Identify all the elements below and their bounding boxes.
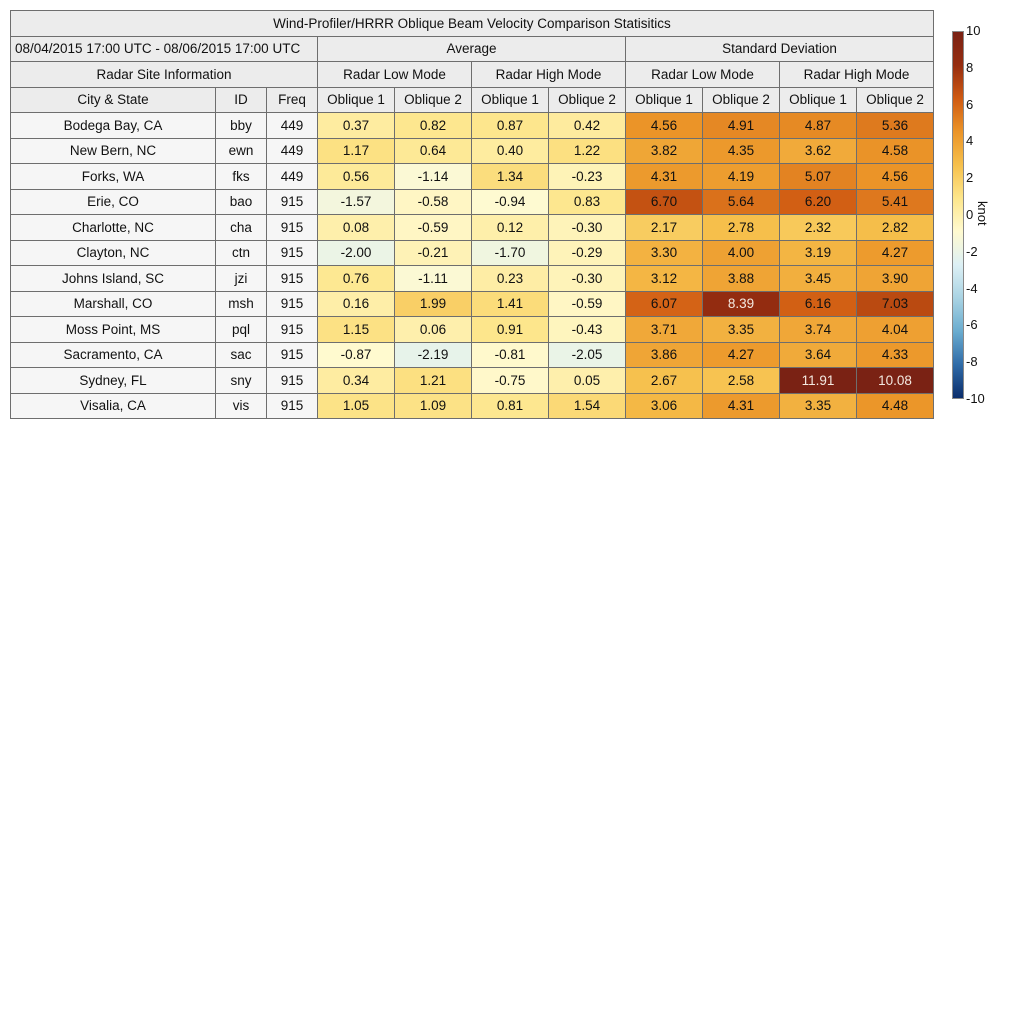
value-cell: 0.34 xyxy=(318,368,395,394)
value-cell: 5.41 xyxy=(857,189,934,215)
value-cell: 4.04 xyxy=(857,317,934,343)
value-cell: 3.35 xyxy=(780,393,857,419)
value-cell: 8.39 xyxy=(703,291,780,317)
value-cell: 0.37 xyxy=(318,113,395,139)
value-cell: 1.34 xyxy=(472,164,549,190)
site-id-cell: bao xyxy=(216,189,267,215)
value-cell: 0.42 xyxy=(549,113,626,139)
value-cell: 2.78 xyxy=(703,215,780,241)
table-row xyxy=(11,317,934,343)
value-cell: 1.54 xyxy=(549,393,626,419)
site-name-cell: Sacramento, CA xyxy=(11,342,216,368)
value-cell: -2.00 xyxy=(318,240,395,266)
value-cell: 0.05 xyxy=(549,368,626,394)
value-cell: 0.56 xyxy=(318,164,395,190)
value-cell: 0.81 xyxy=(472,393,549,419)
colorbar-unit-label: knot xyxy=(975,201,990,226)
site-id-cell: cha xyxy=(216,215,267,241)
table-row xyxy=(11,240,934,266)
value-cell: -1.14 xyxy=(395,164,472,190)
value-cell: 2.82 xyxy=(857,215,934,241)
value-cell: 4.56 xyxy=(626,113,703,139)
avg-high-mode-header: Radar High Mode xyxy=(472,62,626,88)
site-info-header: Radar Site Information xyxy=(11,62,318,88)
value-cell: 10.08 xyxy=(857,368,934,394)
value-cell: 4.00 xyxy=(703,240,780,266)
value-cell: 3.12 xyxy=(626,266,703,292)
value-cell: -0.81 xyxy=(472,342,549,368)
site-id-cell: ewn xyxy=(216,138,267,164)
avg-high-oblique1-header: Oblique 1 xyxy=(472,87,549,113)
value-cell: 4.33 xyxy=(857,342,934,368)
value-cell: 0.16 xyxy=(318,291,395,317)
avg-low-mode-header: Radar Low Mode xyxy=(318,62,472,88)
site-freq-cell: 915 xyxy=(267,189,318,215)
average-group-header: Average xyxy=(318,36,626,62)
table-row xyxy=(11,215,934,241)
colorbar-tick-label: 8 xyxy=(966,59,974,75)
site-name-cell: Erie, CO xyxy=(11,189,216,215)
value-cell: -1.57 xyxy=(318,189,395,215)
value-cell: 0.83 xyxy=(549,189,626,215)
site-name-cell: Clayton, NC xyxy=(11,240,216,266)
avg-low-oblique1-header: Oblique 1 xyxy=(318,87,395,113)
site-name-cell: Bodega Bay, CA xyxy=(11,113,216,139)
value-cell: -0.58 xyxy=(395,189,472,215)
site-freq-cell: 915 xyxy=(267,240,318,266)
value-cell: 4.31 xyxy=(626,164,703,190)
value-cell: 0.23 xyxy=(472,266,549,292)
value-cell: 2.58 xyxy=(703,368,780,394)
std-low-mode-header: Radar Low Mode xyxy=(626,62,780,88)
value-cell: 1.15 xyxy=(318,317,395,343)
site-name-cell: Marshall, CO xyxy=(11,291,216,317)
std-high-oblique2-header: Oblique 2 xyxy=(857,87,934,113)
value-cell: 11.91 xyxy=(780,368,857,394)
site-id-cell: ctn xyxy=(216,240,267,266)
colorbar-tick-label: 2 xyxy=(966,170,974,186)
site-freq-cell: 915 xyxy=(267,291,318,317)
value-cell: -0.23 xyxy=(549,164,626,190)
site-id-cell: fks xyxy=(216,164,267,190)
table-row xyxy=(11,138,934,164)
colorbar-tick-label: 0 xyxy=(966,207,974,222)
site-freq-cell: 915 xyxy=(267,215,318,241)
value-cell: 2.67 xyxy=(626,368,703,394)
site-freq-cell: 915 xyxy=(267,342,318,368)
site-id-cell: sny xyxy=(216,368,267,394)
value-cell: 4.58 xyxy=(857,138,934,164)
value-cell: 3.86 xyxy=(626,342,703,368)
value-cell: 4.19 xyxy=(703,164,780,190)
value-cell: 3.06 xyxy=(626,393,703,419)
value-cell: -2.05 xyxy=(549,342,626,368)
table-row xyxy=(11,189,934,215)
value-cell: 5.36 xyxy=(857,113,934,139)
value-cell: 1.09 xyxy=(395,393,472,419)
value-cell: 6.70 xyxy=(626,189,703,215)
value-cell: 4.35 xyxy=(703,138,780,164)
value-cell: -0.75 xyxy=(472,368,549,394)
value-cell: 6.20 xyxy=(780,189,857,215)
value-cell: 0.87 xyxy=(472,113,549,139)
std-low-oblique1-header: Oblique 1 xyxy=(626,87,703,113)
colorbar-tick-label: -2 xyxy=(966,243,978,259)
value-cell: 3.62 xyxy=(780,138,857,164)
date-range: 08/04/2015 17:00 UTC - 08/06/2015 17:00 UTC xyxy=(11,36,318,62)
value-cell: 1.41 xyxy=(472,291,549,317)
site-freq-cell: 915 xyxy=(267,368,318,394)
table-row xyxy=(11,291,934,317)
site-name-cell: New Bern, NC xyxy=(11,138,216,164)
value-cell: -0.29 xyxy=(549,240,626,266)
value-cell: 1.05 xyxy=(318,393,395,419)
value-cell: -1.70 xyxy=(472,240,549,266)
avg-low-oblique2-header: Oblique 2 xyxy=(395,87,472,113)
site-id-cell: msh xyxy=(216,291,267,317)
value-cell: 0.40 xyxy=(472,138,549,164)
table-row xyxy=(11,266,934,292)
value-cell: 0.91 xyxy=(472,317,549,343)
value-cell: 4.27 xyxy=(703,342,780,368)
site-id-cell: jzi xyxy=(216,266,267,292)
site-name-cell: Sydney, FL xyxy=(11,368,216,394)
colorbar xyxy=(952,31,964,399)
value-cell: -2.19 xyxy=(395,342,472,368)
table-row xyxy=(11,113,934,139)
colorbar-tick-label: -8 xyxy=(966,354,978,370)
site-name-cell: Charlotte, NC xyxy=(11,215,216,241)
std-high-oblique1-header: Oblique 1 xyxy=(780,87,857,113)
value-cell: 1.22 xyxy=(549,138,626,164)
colorbar-tick-label: 10 xyxy=(966,23,981,38)
value-cell: -0.43 xyxy=(549,317,626,343)
std-group-header: Standard Deviation xyxy=(626,36,934,62)
value-cell: 7.03 xyxy=(857,291,934,317)
std-high-mode-header: Radar High Mode xyxy=(780,62,934,88)
value-cell: 0.82 xyxy=(395,113,472,139)
site-freq-cell: 915 xyxy=(267,393,318,419)
site-name-cell: Moss Point, MS xyxy=(11,317,216,343)
value-cell: 0.06 xyxy=(395,317,472,343)
std-low-oblique2-header: Oblique 2 xyxy=(703,87,780,113)
value-cell: -0.94 xyxy=(472,189,549,215)
colorbar-tick-label: -6 xyxy=(966,317,978,333)
comparison-table xyxy=(10,10,934,419)
table-row xyxy=(11,164,934,190)
value-cell: -0.87 xyxy=(318,342,395,368)
value-cell: 3.64 xyxy=(780,342,857,368)
avg-high-oblique2-header: Oblique 2 xyxy=(549,87,626,113)
value-cell: -1.11 xyxy=(395,266,472,292)
value-cell: 5.07 xyxy=(780,164,857,190)
value-cell: 4.91 xyxy=(703,113,780,139)
value-cell: 4.48 xyxy=(857,393,934,419)
value-cell: 4.31 xyxy=(703,393,780,419)
table-row xyxy=(11,368,934,394)
value-cell: 3.35 xyxy=(703,317,780,343)
value-cell: -0.30 xyxy=(549,215,626,241)
site-freq-cell: 915 xyxy=(267,317,318,343)
value-cell: 0.08 xyxy=(318,215,395,241)
value-cell: 0.12 xyxy=(472,215,549,241)
site-freq-cell: 449 xyxy=(267,164,318,190)
site-name-cell: Visalia, CA xyxy=(11,393,216,419)
freq-column-header: Freq xyxy=(267,87,318,113)
value-cell: 2.17 xyxy=(626,215,703,241)
value-cell: -0.59 xyxy=(395,215,472,241)
value-cell: 0.76 xyxy=(318,266,395,292)
colorbar-tick-label: -4 xyxy=(966,280,978,296)
site-name-cell: Johns Island, SC xyxy=(11,266,216,292)
id-column-header: ID xyxy=(216,87,267,113)
value-cell: 4.87 xyxy=(780,113,857,139)
value-cell: -0.59 xyxy=(549,291,626,317)
colorbar-tick-label: 4 xyxy=(966,133,974,149)
value-cell: 3.88 xyxy=(703,266,780,292)
site-freq-cell: 449 xyxy=(267,138,318,164)
value-cell: 3.71 xyxy=(626,317,703,343)
value-cell: 4.27 xyxy=(857,240,934,266)
site-id-cell: vis xyxy=(216,393,267,419)
site-id-cell: sac xyxy=(216,342,267,368)
table-row xyxy=(11,342,934,368)
colorbar-tick-label: 6 xyxy=(966,96,974,112)
value-cell: 3.74 xyxy=(780,317,857,343)
value-cell: -0.30 xyxy=(549,266,626,292)
value-cell: 5.64 xyxy=(703,189,780,215)
value-cell: 1.99 xyxy=(395,291,472,317)
value-cell: 0.64 xyxy=(395,138,472,164)
site-id-cell: pql xyxy=(216,317,267,343)
value-cell: 1.21 xyxy=(395,368,472,394)
value-cell: 3.19 xyxy=(780,240,857,266)
value-cell: 3.45 xyxy=(780,266,857,292)
table-row xyxy=(11,393,934,419)
site-freq-cell: 915 xyxy=(267,266,318,292)
colorbar-tick-label: -10 xyxy=(966,391,985,406)
city-column-header: City & State xyxy=(11,87,216,113)
site-freq-cell: 449 xyxy=(267,113,318,139)
value-cell: 4.56 xyxy=(857,164,934,190)
value-cell: -0.21 xyxy=(395,240,472,266)
value-cell: 2.32 xyxy=(780,215,857,241)
value-cell: 3.82 xyxy=(626,138,703,164)
value-cell: 6.16 xyxy=(780,291,857,317)
value-cell: 6.07 xyxy=(626,291,703,317)
value-cell: 1.17 xyxy=(318,138,395,164)
table-title: Wind-Profiler/HRRR Oblique Beam Velocity Comparison Statisitics xyxy=(11,11,934,37)
value-cell: 3.30 xyxy=(626,240,703,266)
value-cell: 3.90 xyxy=(857,266,934,292)
site-name-cell: Forks, WA xyxy=(11,164,216,190)
site-id-cell: bby xyxy=(216,113,267,139)
